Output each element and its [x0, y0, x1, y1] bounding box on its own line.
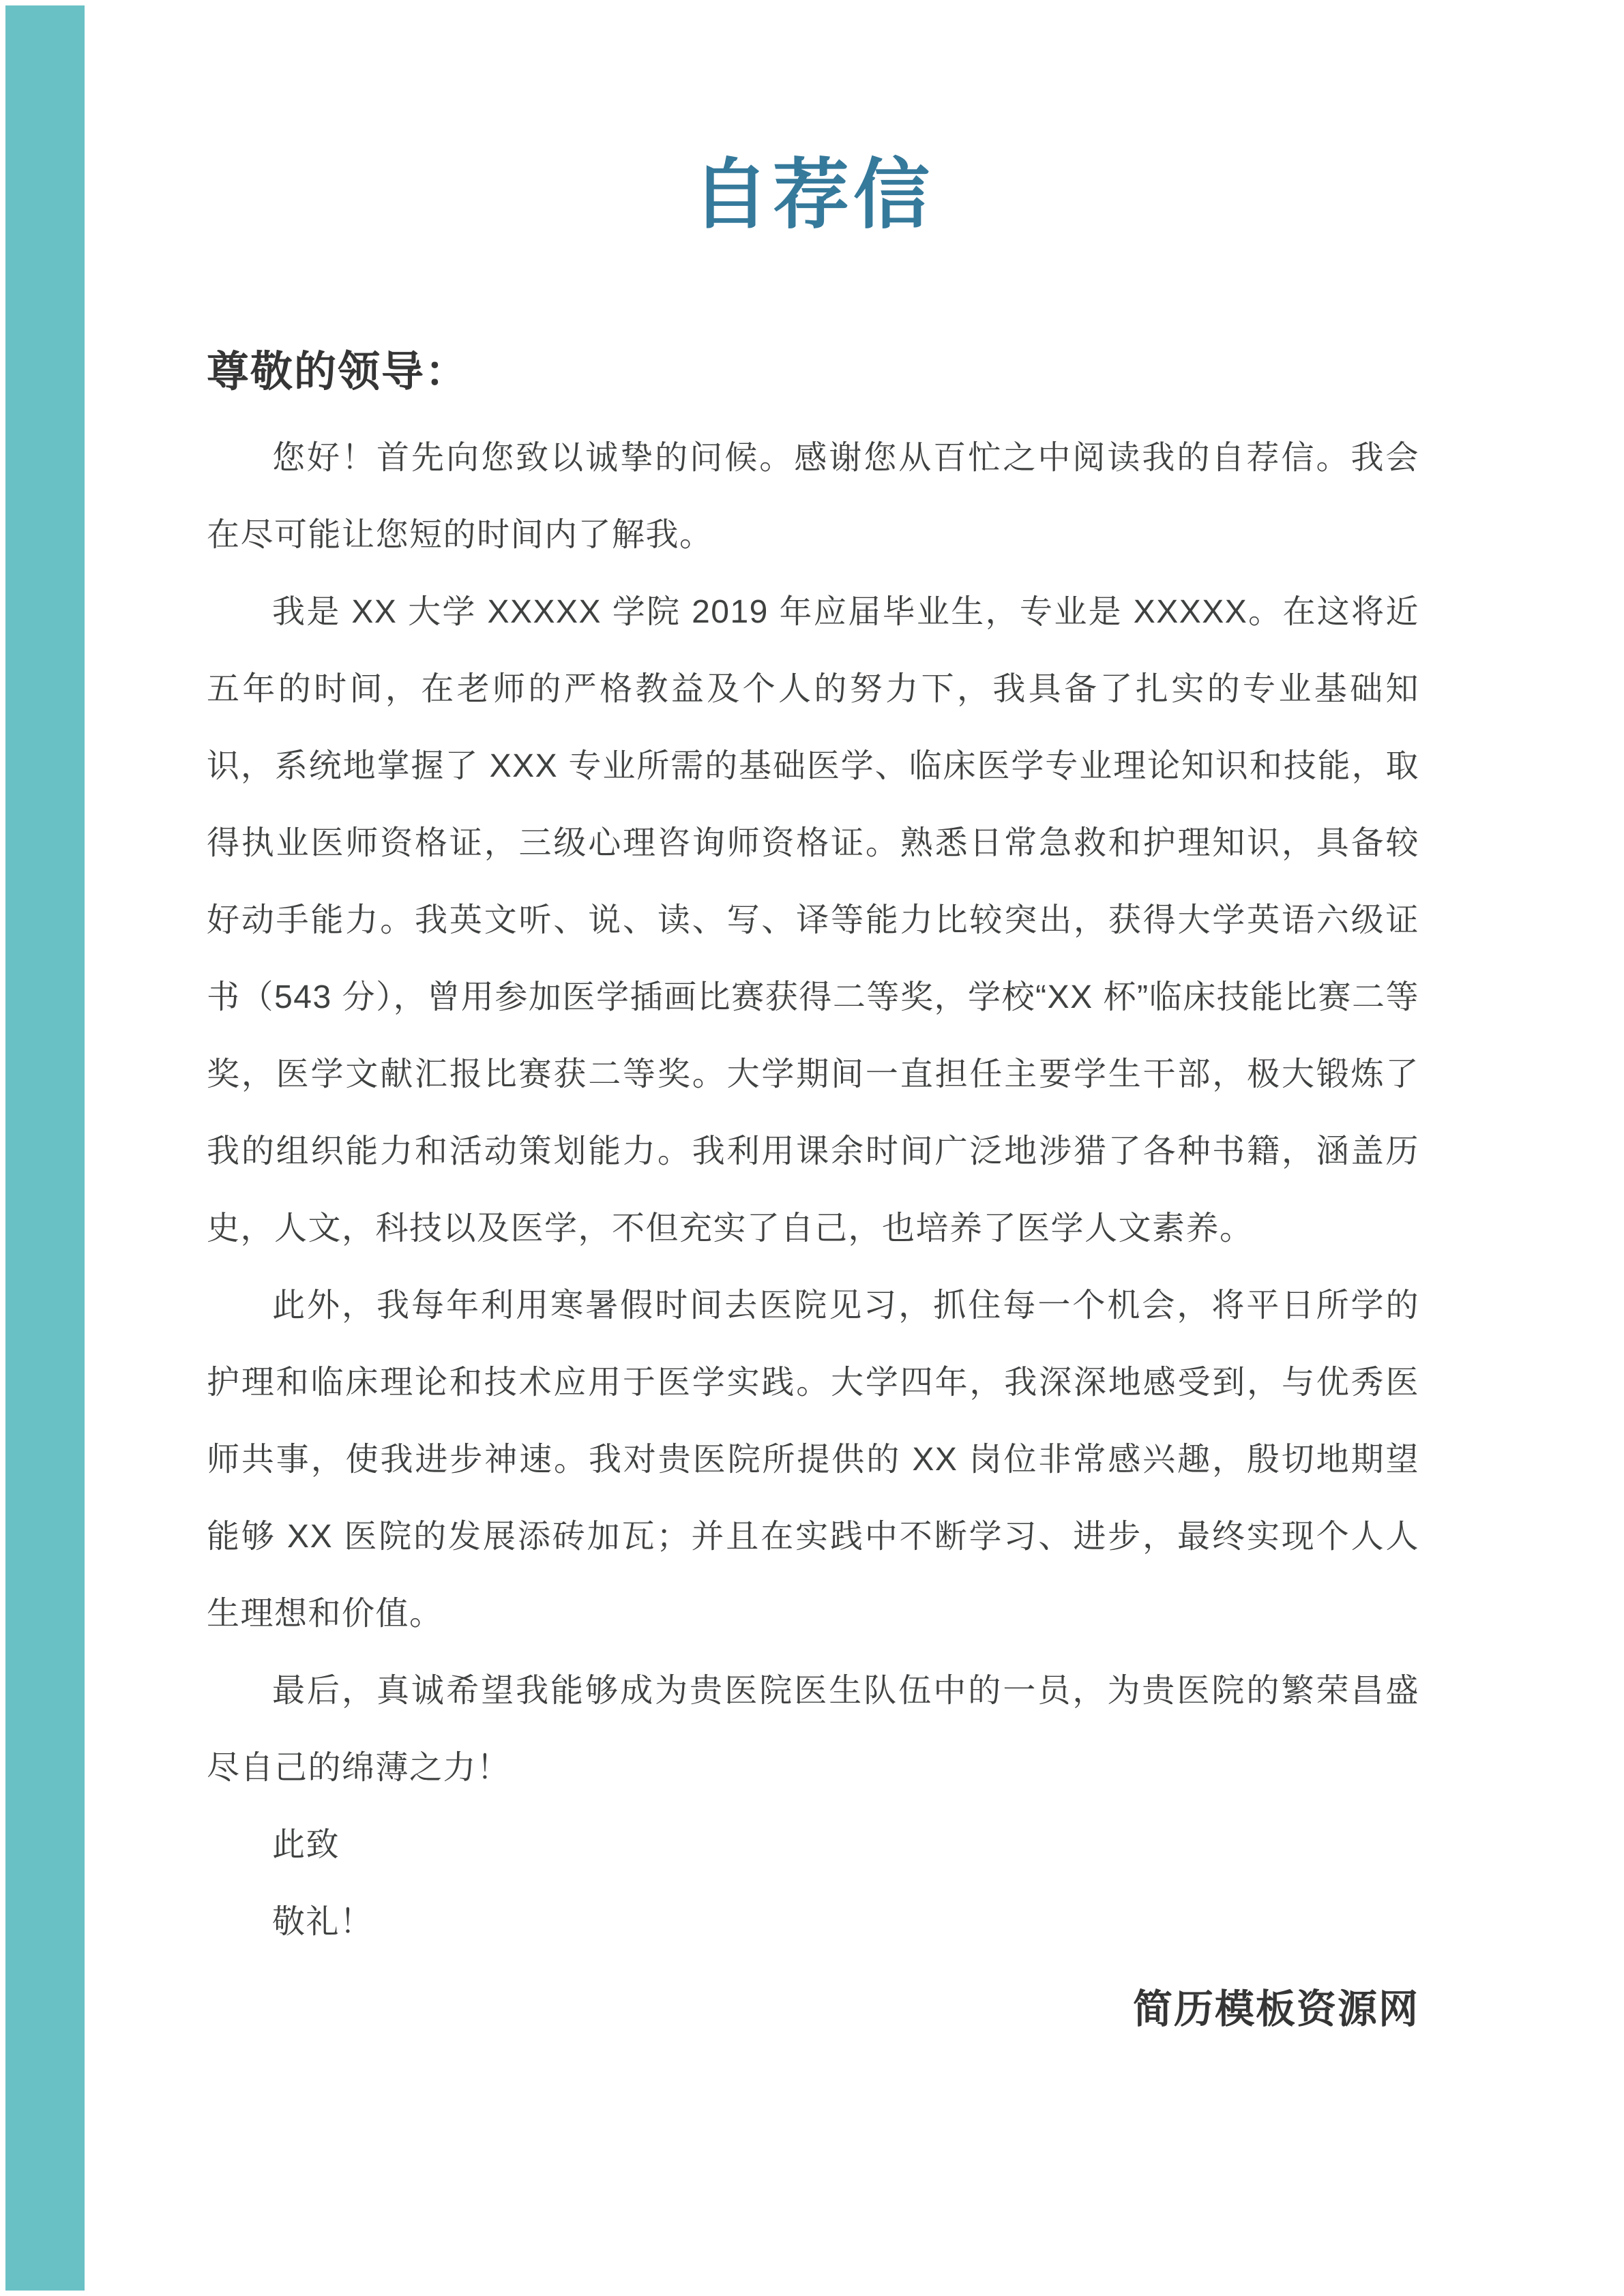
salutation: 尊敬的领导：: [207, 348, 469, 396]
signature: 简历模板资源网: [1132, 1987, 1419, 2031]
accent-stripe: [5, 5, 85, 2291]
salute-line: 敬礼！: [272, 1904, 374, 1940]
page-title: 自荐信: [692, 152, 934, 237]
letter-paragraph-4: 最后，真诚希望我能够成为贵医院医生队伍中的一员，为贵医院的繁荣昌盛尽自己的绵薄之力！: [207, 1673, 1419, 1786]
closing-line: 此致: [272, 1827, 340, 1863]
letter-paragraph-1: 您好！首先向您致以诚挚的问候。感谢您从百忙之中阅读我的自荐信。我会在尽可能让您短的时间内了解我。: [207, 440, 1419, 553]
letter-content: [207, 0, 1419, 2048]
letter-body: [207, 419, 1419, 1960]
letter-paragraph-3: 此外，我每年利用寒暑假时间去医院见习，抓住每一个机会，将平日所学的护理和临床理论和技术应用于医学实践。大学四年，我深深地感受到，与优秀医师共事，使我进步神速。我对贵医院所提供的 XX 岗位非常感兴趣，殷切地期望能够 XX 医院的发展添砖加瓦；并且在实践中不断学习、进步，最终实现个人人生理想和价值。: [207, 1287, 1419, 1632]
letter-paragraph-2: 我是 XX 大学 XXXXX 学院 2019 年应届毕业生，专业是 XXXXX。在这将近五年的时间，在老师的严格教益及个人的努力下，我具备了扎实的专业基础知识，系统地掌握了 XXX 专业所需的基础医学、临床医学专业理论知识和技能，取得执业医师资格证，三级心理咨询师资格证。熟悉日常急救和护理知识，具备较好动手能力。我英文听、说、读、写、译等能力比较突出，获得大学英语六级证书（543 分），曾用参加医学插画比赛获得二等奖，学校“XX 杯”临床技能比赛二等奖，医学文献汇报比赛获二等奖。大学期间一直担任主要学生干部，极大锻炼了我的组织能力和活动策划能力。我利用课余时间广泛地涉猎了各种书籍，涵盖历史，人文，科技以及医学，不但充实了自己，也培养了医学人文素养。: [207, 594, 1419, 1247]
